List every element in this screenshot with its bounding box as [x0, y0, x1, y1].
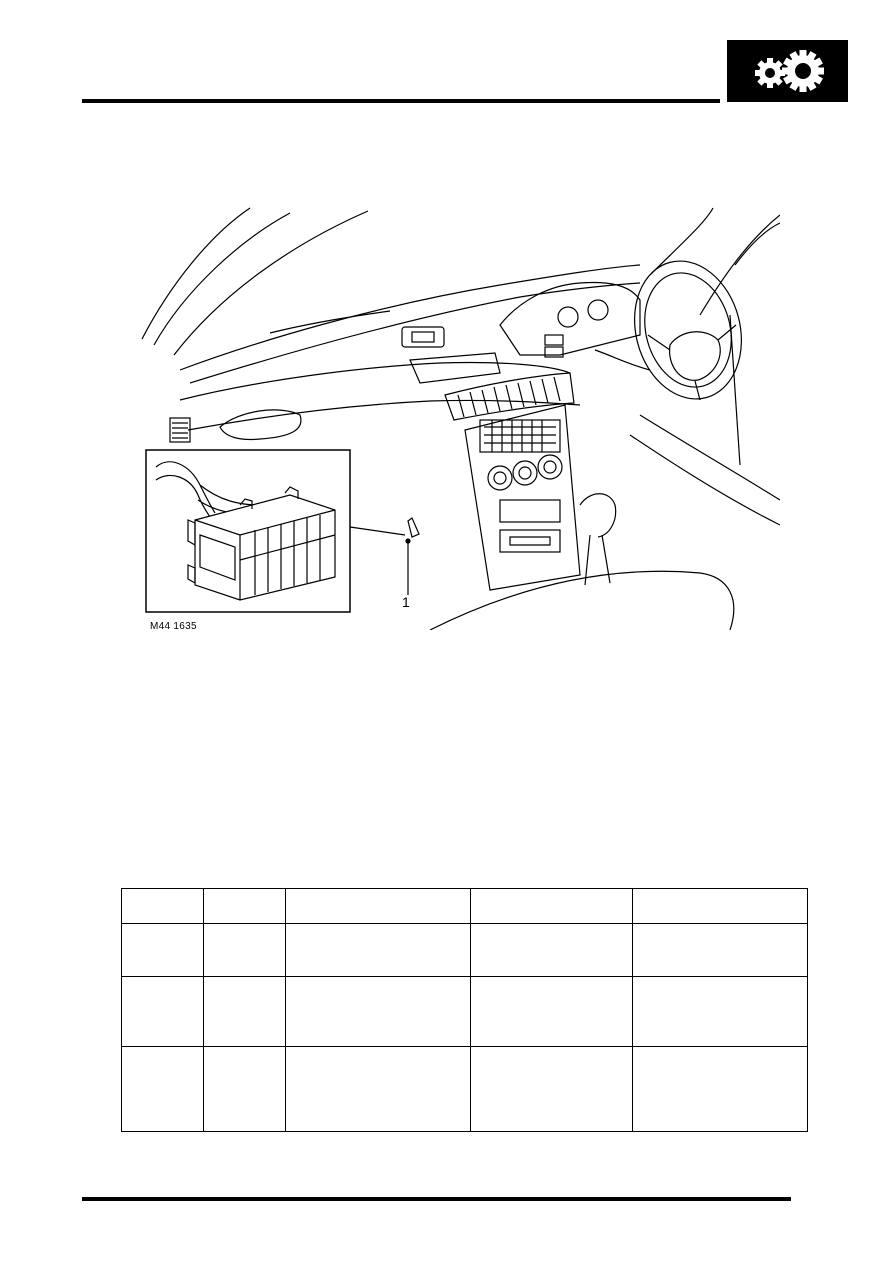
table-cell: [286, 889, 471, 924]
table-cell: [286, 1047, 471, 1132]
table-cell: [471, 924, 633, 977]
table-cell: [204, 924, 286, 977]
callout-label: 1: [402, 594, 410, 610]
table-cell: [286, 924, 471, 977]
table-cell: [633, 889, 808, 924]
table-cell: [122, 889, 204, 924]
table-cell: [122, 1047, 204, 1132]
table-cell: [204, 1047, 286, 1132]
table-cell: [633, 1047, 808, 1132]
table-cell: [471, 977, 633, 1047]
table-cell: [122, 977, 204, 1047]
table-row: [122, 889, 808, 924]
gears-icon: [727, 40, 848, 102]
table-cell: [471, 1047, 633, 1132]
spec-table: [121, 888, 808, 1132]
section-badge: [727, 40, 848, 102]
table-cell: [204, 889, 286, 924]
table-cell: [633, 924, 808, 977]
footer-rule: [82, 1197, 791, 1201]
table-cell: [633, 977, 808, 1047]
figure-reference: M44 1635: [150, 621, 197, 632]
header-rule: [82, 99, 720, 103]
table-cell: [122, 924, 204, 977]
table-row: [122, 977, 808, 1047]
table-cell: [471, 889, 633, 924]
table-cell: [204, 977, 286, 1047]
dashboard-illustration: [140, 205, 780, 630]
table-cell: [286, 977, 471, 1047]
table-row: [122, 1047, 808, 1132]
table-row: [122, 924, 808, 977]
